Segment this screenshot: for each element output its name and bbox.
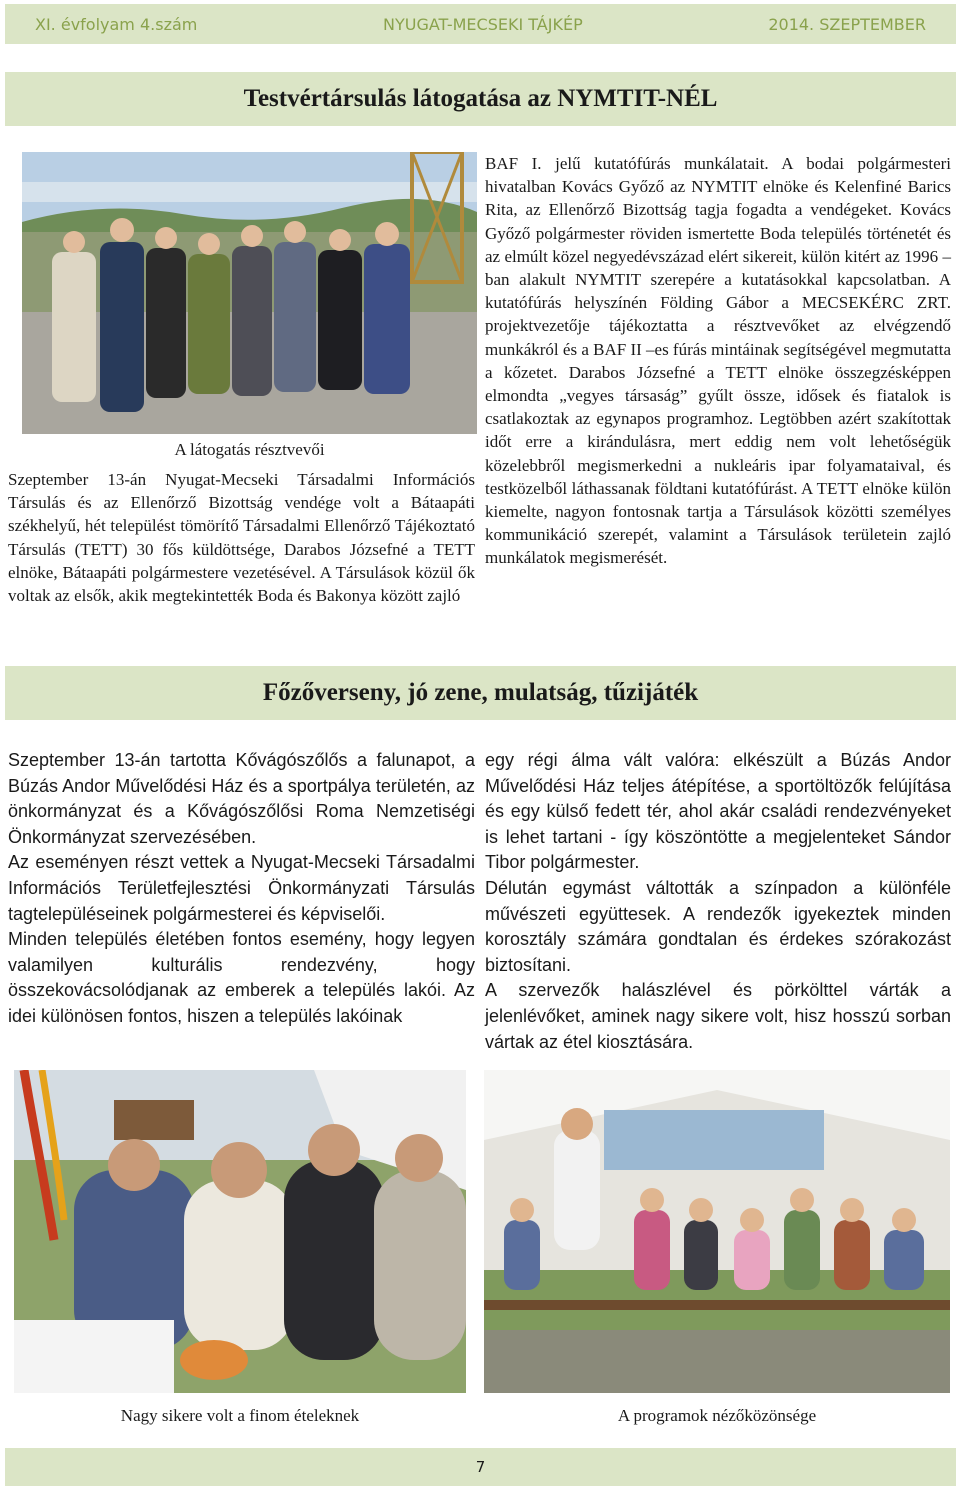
page-footer (5, 1448, 956, 1486)
article2-left-column (8, 748, 475, 1030)
food-photo-caption: Nagy sikere volt a finom ételeknek (120, 1406, 360, 1425)
article2-right-paragraph-3: A szervezők halászlével és pörkölttel várták a jelenlévőket, aminek nagy sikere volt, hisz hosszú sorban vártak az étel kiosztására. (485, 980, 951, 1052)
page-header (5, 4, 956, 44)
page-number: 7 (475, 1458, 486, 1476)
article2-left-paragraph-2: Az eseményen részt vettek a Nyugat-Mecseki Társadalmi Információs Területfejlesztési Önkormányzati Társulás tagtelepüléseinek polgármesterei és képviselői. (8, 852, 475, 924)
article1-right-paragraph: BAF I. jelű kutatófúrás munkálatait. A bodai polgármesteri hivatalban Kovács Győző az NYMTIT elnöke és Kelenfiné Barics Rita, az Ellenőrző Bizottság tagja fogadta a vendégeket. Kovács Győző polgármester röviden ismertette Boda település történetét és az elmúlt közel negyedévszázad elért sikereit, külön kitért az 1996 – ban alakult NYMTIT szerepére a kutatásokkal kapcsolatban. A kutatófúrás helyszínén Földing Gábor a MECSEKÉRC ZRT. projektvezetője tájékoztatta a résztvevőket az elvégzendő munkákról és a BAF II –es fúrás mintáinak segítségével megmutatta a kőzetet. Darabos Józsefné a TETT elnöke összegzésképpen elmondta „vegyes társaság” gyűlt össze, idősek és fiatalok is csatlakoztak az egynapos programhoz. Legtöbben azért szakítottak időt erre a kirándulásra, mert eddig nem volt lehetőségük közelebbről megismerkedni a nukleáris ipar folyamataival, és testközelből láthassanak földtani kutatófúrást. A TETT elnöke külön kiemelte, nagyon fontosnak tartja a Társulások közötti személyes kommunikáció szerepét, valamint a Társulások területein zajló munkálatok megismerését. (485, 154, 951, 568)
article2-left-paragraph-1: Szeptember 13-án tartotta Kővágószőlős a falunapot, a Búzás Andor Művelődési Ház és a sportpálya területén, az önkormányzat és a Kővágószőlősi Roma Nemzetiségi Önkormányzat szervezésében. (8, 750, 475, 847)
issue-date: 2014. SZEPTEMBER (768, 14, 926, 34)
audience-photo (484, 1070, 950, 1393)
group-photo-caption: A látogatás résztvevői (174, 440, 325, 459)
food-serving-photo (14, 1070, 466, 1393)
article1-left-column (8, 468, 475, 607)
article2-left-paragraph-3: Minden település életében fontos esemény, hogy legyen valamilyen kulturális rendezvény, hogy összekovácsolódjanak az emberek a település lakói. Az idei különösen fontos, hiszen a település lakóinak (8, 929, 475, 1026)
article2-right-paragraph-1: egy régi álma vált valóra: elkészült a Búzás Andor Művelődési Ház teljes átépítése, a sportöltözők felújítása és egy külső fedett tér, ahol akár családi rendezvényeket is lehet tartani - így köszöntötte a megjelenteket Sándor Tibor polgármester. (485, 750, 951, 873)
issue-label: XI. évfolyam 4.szám (35, 14, 198, 34)
group-photo (22, 152, 477, 434)
audience-photo-caption: A programok nézőközönsége (617, 1406, 817, 1425)
article1-left-paragraph: Szeptember 13-án Nyugat-Mecseki Társadalmi Információs Társulás és az Ellenőrző Bizottság vendége volt a Bátaapáti székhelyű, hét települést tömörítő Társadalmi Ellenőrző Tájékoztató Társulás (TETT) 30 fős küldöttsége, Darabos Józsefné a TETT elnöke, Bátaapáti polgármestere vezetésével. A Társulások közül ők voltak az elsők, akik megtekintették Boda és Bakonya között zajló (8, 470, 475, 606)
article1-right-column (485, 152, 951, 570)
article1-title: Testvértársulás látogatása az NYMTIT-NÉL (5, 72, 956, 126)
article2-title: Főzőverseny, jó zene, mulatság, tűzijáték (5, 666, 956, 720)
publication-title: NYUGAT-MECSEKI TÁJKÉP (382, 14, 583, 34)
article2-right-column (485, 748, 951, 1055)
article2-right-paragraph-2: Délután egymást váltották a színpadon a különféle művészeti együttesek. A rendezők igyekeztek minden korosztály számára gondtalan és érdekes szórakozást biztosítani. (485, 877, 951, 975)
